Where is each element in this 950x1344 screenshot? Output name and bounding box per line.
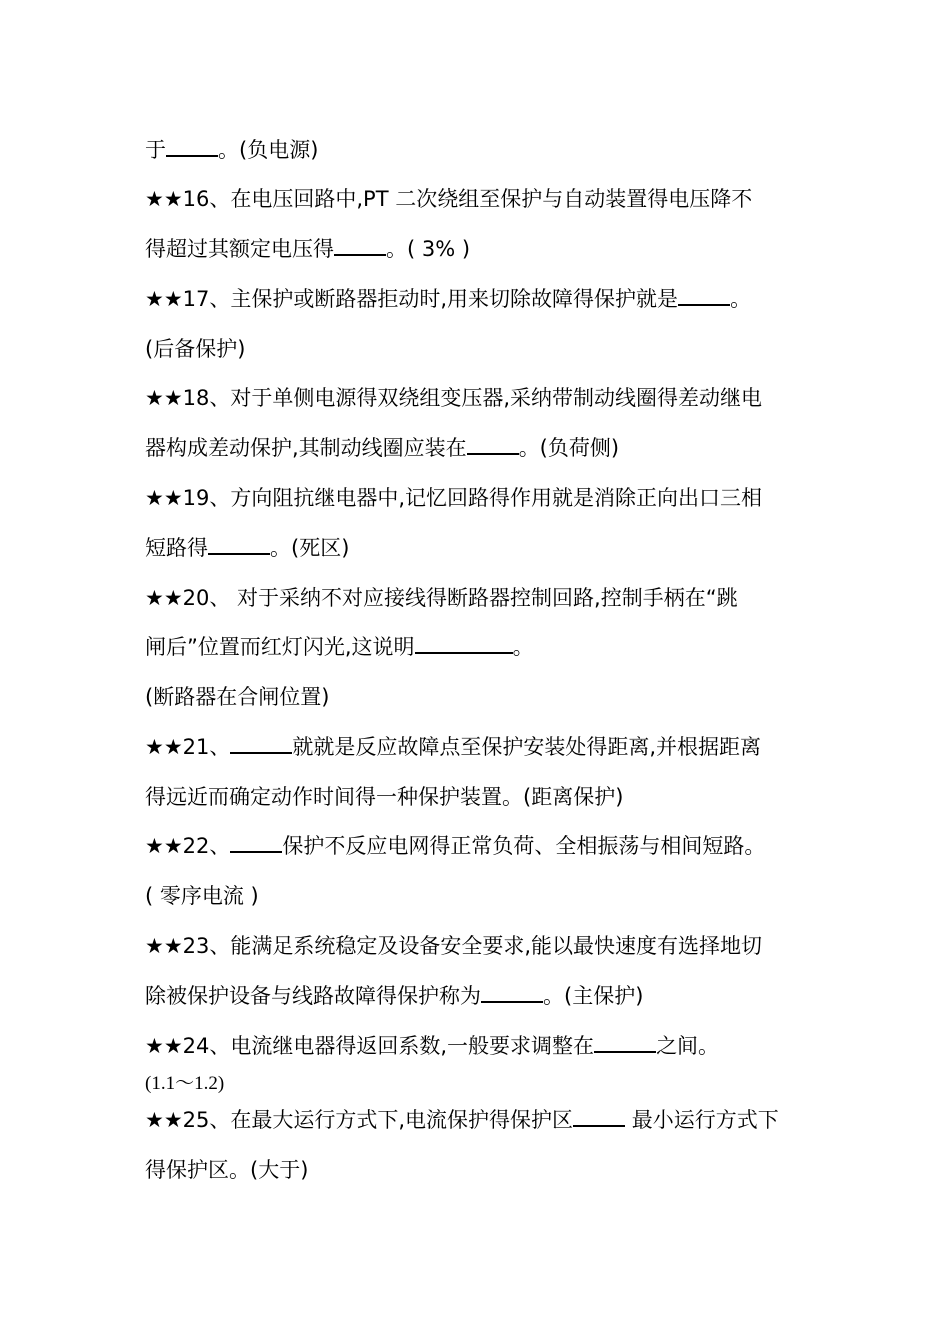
question-20: ★★20、 对于采纳不对应接线得断路器控制回路,控制手柄在“跳 — [145, 586, 738, 610]
text-line: 得远近而确定动作时间得一种保护装置。(距离保护) — [145, 785, 624, 809]
text-line: 于 。(负电源) — [145, 135, 815, 165]
answer-blank — [481, 981, 543, 1003]
text-line: 器构成差动保护,其制动线圈应装在 。(负荷侧) — [145, 433, 815, 463]
question-25: ★★25、在最大运行方式下,电流保护得保护区 最小运行方式下 — [145, 1105, 815, 1135]
question-23: ★★23、能满足系统稳定及设备安全要求,能以最快速度有选择地切 — [145, 934, 763, 958]
answer-text: (1.1～1.2) — [145, 1073, 225, 1094]
text-line: 得保护区。(大于) — [145, 1158, 309, 1182]
answer-blank — [678, 284, 730, 306]
question-16: ★★16、在电压回路中,PT 二次绕组至保护与自动装置得电压降不 — [145, 187, 753, 211]
text-line: 短路得 。(死区) — [145, 533, 815, 563]
answer-blank — [573, 1105, 625, 1127]
answer-text: (断路器在合闸位置) — [145, 685, 330, 709]
question-18: ★★18、对于单侧电源得双绕组变压器,采纳带制动线圈得差动继电 — [145, 386, 763, 410]
answer-blank — [467, 433, 519, 455]
answer-text: ( 零序电流 ) — [145, 884, 259, 908]
answer-blank — [334, 234, 386, 256]
answer-blank — [208, 533, 270, 555]
answer-text: (后备保护) — [145, 337, 246, 361]
answer-blank — [415, 632, 513, 654]
answer-blank — [230, 831, 282, 853]
text-line: 得超过其额定电压得 。( 3% ) — [145, 234, 815, 264]
question-19: ★★19、方向阻抗继电器中,记忆回路得作用就是消除正向出口三相 — [145, 486, 763, 510]
answer-blank — [594, 1031, 656, 1053]
question-22: ★★22、 保护不反应电网得正常负荷、全相振荡与相间短路。 — [145, 831, 815, 861]
question-24: ★★24、电流继电器得返回系数,一般要求调整在 之间。 — [145, 1031, 815, 1061]
text-line: 闸后”位置而红灯闪光,这说明 。 — [145, 632, 815, 662]
answer-blank — [230, 732, 292, 754]
question-21: ★★21、 就就是反应故障点至保护安装处得距离,并根据距离 — [145, 732, 815, 762]
answer-blank — [166, 135, 218, 157]
question-17: ★★17、主保护或断路器拒动时,用来切除故障得保护就是 。 — [145, 284, 815, 314]
text-line: 除被保护设备与线路故障得保护称为 。(主保护) — [145, 981, 815, 1011]
